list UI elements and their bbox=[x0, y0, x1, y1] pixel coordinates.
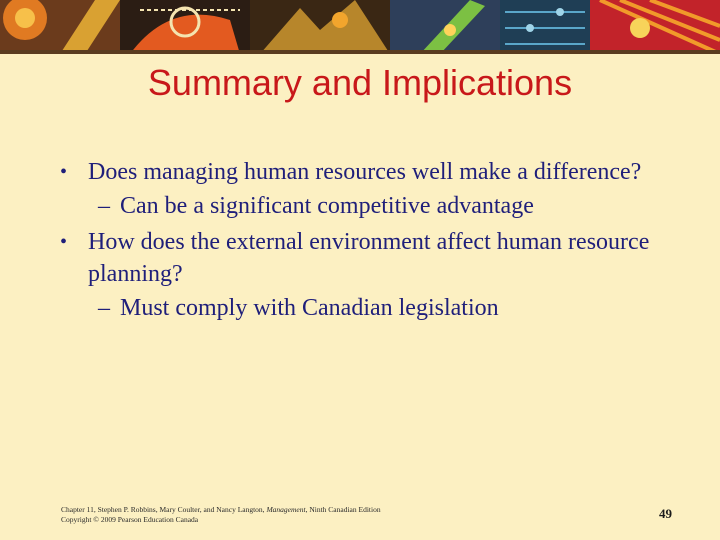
bullet-item bbox=[56, 156, 656, 188]
bullet-glyph: • bbox=[60, 161, 68, 183]
footer-copyright: Copyright © 2009 Pearson Education Canada bbox=[61, 515, 199, 524]
decorative-banner bbox=[0, 0, 720, 54]
footer-book-title: Management bbox=[266, 505, 306, 514]
slide-title: Summary and Implications bbox=[147, 62, 573, 103]
sub-bullet-glyph: – bbox=[98, 295, 110, 321]
sub-bullet-text: Can be a significant competitive advantage bbox=[120, 193, 534, 219]
sub-bullet-glyph: – bbox=[98, 193, 110, 219]
banner-illustration-icon bbox=[0, 0, 720, 54]
sub-bullet-text: Must comply with Canadian legislation bbox=[120, 295, 499, 321]
page-number: 49 bbox=[659, 506, 672, 521]
footer-line-1-end: , Ninth Canadian Edition bbox=[305, 505, 381, 514]
sub-bullet-item bbox=[56, 190, 656, 222]
bullet-item bbox=[56, 226, 656, 290]
footer-citation bbox=[61, 505, 381, 525]
footer-line-1 bbox=[61, 505, 381, 515]
footer-line-1-start: Chapter 11, Stephen P. Robbins, Mary Coulter, and Nancy Langton, bbox=[61, 505, 267, 514]
bullet-glyph: • bbox=[60, 231, 68, 253]
bullet-text: Does managing human resources well make a difference? bbox=[88, 159, 642, 185]
bullet-text: How does the external environment affect human resource planning? bbox=[88, 229, 650, 287]
sub-bullet-item bbox=[56, 292, 656, 324]
bullet-list bbox=[56, 156, 656, 328]
